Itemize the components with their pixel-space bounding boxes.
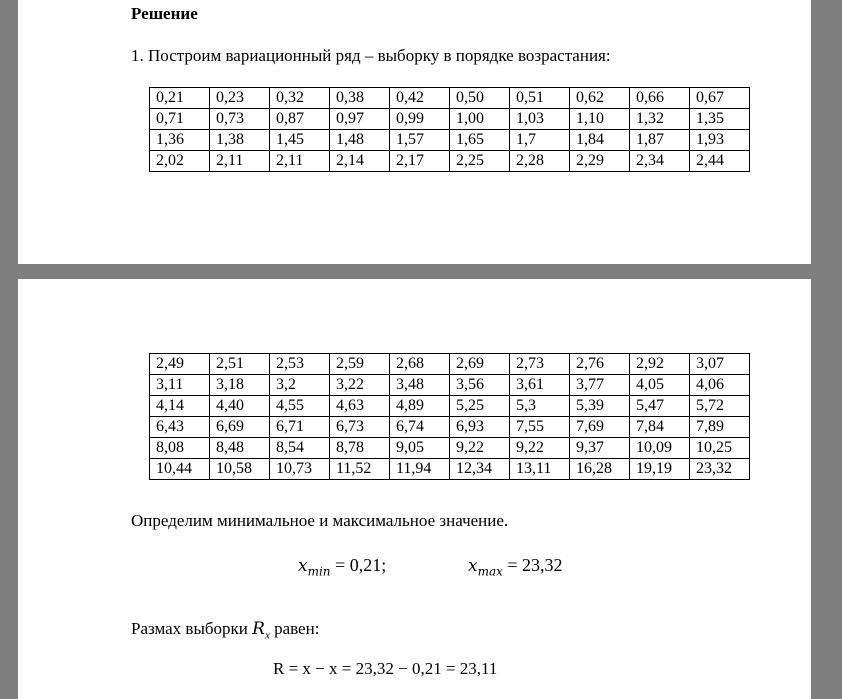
table-cell: 2,69: [450, 354, 510, 375]
table-cell: 4,14: [150, 396, 210, 417]
table-cell: 2,25: [450, 151, 510, 172]
table-cell: 2,73: [510, 354, 570, 375]
table-cell: 7,84: [630, 417, 690, 438]
table-row: [150, 109, 750, 130]
table-cell: 2,44: [690, 151, 750, 172]
table-cell: 9,22: [450, 438, 510, 459]
table-cell: 1,32: [630, 109, 690, 130]
range-formula-partial: R = x − x = 23,32 − 0,21 = 23,11: [273, 659, 498, 678]
table-cell: 2,14: [330, 151, 390, 172]
table-cell: 2,49: [150, 354, 210, 375]
document-page-2: [18, 279, 811, 699]
table-cell: 1,03: [510, 109, 570, 130]
table-cell: 11,94: [390, 459, 450, 480]
table-cell: 5,47: [630, 396, 690, 417]
table-cell: 1,84: [570, 130, 630, 151]
table-cell: 4,05: [630, 375, 690, 396]
table-cell: 1,45: [270, 130, 330, 151]
table-cell: 0,51: [510, 88, 570, 109]
document-page-1: [18, 0, 811, 264]
x-max-var: x: [468, 556, 478, 576]
table-cell: 1,38: [210, 130, 270, 151]
x-min-value: = 0,21;: [330, 555, 387, 575]
minmax-paragraph: Определим минимальное и максимальное значение.: [131, 511, 509, 530]
table-row: [150, 417, 750, 438]
table-cell: 10,25: [690, 438, 750, 459]
x-min-sub: min: [307, 564, 331, 579]
x-min-var: x: [298, 556, 308, 576]
table-cell: 4,40: [210, 396, 270, 417]
range-sub: x: [264, 629, 270, 642]
solution-heading: Решение: [131, 4, 198, 23]
table-cell: 0,50: [450, 88, 510, 109]
table-cell: 4,06: [690, 375, 750, 396]
table-cell: 3,77: [570, 375, 630, 396]
table-cell: 6,74: [390, 417, 450, 438]
table-cell: 2,59: [330, 354, 390, 375]
table-cell: 6,71: [270, 417, 330, 438]
table-row: [150, 459, 750, 480]
table-cell: 1,48: [330, 130, 390, 151]
table-cell: 1,00: [450, 109, 510, 130]
table-cell: 2,02: [150, 151, 210, 172]
table-cell: 9,05: [390, 438, 450, 459]
table-cell: 10,09: [630, 438, 690, 459]
table-cell: 5,3: [510, 396, 570, 417]
range-var: R: [252, 619, 265, 639]
table-row: [150, 88, 750, 109]
table-cell: 8,54: [270, 438, 330, 459]
table-cell: 3,11: [150, 375, 210, 396]
variation-series-table-part1: [149, 87, 750, 172]
table-cell: 3,2: [270, 375, 330, 396]
table-cell: 2,29: [570, 151, 630, 172]
table-cell: 3,61: [510, 375, 570, 396]
table-cell: 4,55: [270, 396, 330, 417]
table-cell: 13,11: [510, 459, 570, 480]
table-cell: 1,65: [450, 130, 510, 151]
x-min-formula: [298, 555, 386, 579]
table-cell: 1,93: [690, 130, 750, 151]
table-cell: 2,53: [270, 354, 330, 375]
table-cell: 4,89: [390, 396, 450, 417]
table-cell: 8,78: [330, 438, 390, 459]
table-cell: 0,66: [630, 88, 690, 109]
table-cell: 1,7: [510, 130, 570, 151]
table-cell: 1,57: [390, 130, 450, 151]
table-cell: 2,17: [390, 151, 450, 172]
table-cell: 2,51: [210, 354, 270, 375]
step1-paragraph: 1. Построим вариационный ряд – выборку в порядке возрастания:: [131, 46, 611, 65]
table-cell: 0,87: [270, 109, 330, 130]
table-row: [150, 438, 750, 459]
table-cell: 0,71: [150, 109, 210, 130]
table-row: [150, 130, 750, 151]
table-cell: 3,22: [330, 375, 390, 396]
table-cell: 5,25: [450, 396, 510, 417]
x-max-value: = 23,32: [502, 555, 563, 575]
table-cell: 9,37: [570, 438, 630, 459]
table-cell: 10,44: [150, 459, 210, 480]
table-cell: 6,43: [150, 417, 210, 438]
table-cell: 2,11: [270, 151, 330, 172]
table-cell: 3,48: [390, 375, 450, 396]
table-cell: 7,69: [570, 417, 630, 438]
range-paragraph: [131, 619, 319, 641]
table-cell: 5,39: [570, 396, 630, 417]
table-cell: 0,23: [210, 88, 270, 109]
table-cell: 4,63: [330, 396, 390, 417]
table-cell: 5,72: [690, 396, 750, 417]
table-cell: 1,87: [630, 130, 690, 151]
table-cell: 2,76: [570, 354, 630, 375]
table-row: [150, 396, 750, 417]
table-cell: 10,73: [270, 459, 330, 480]
table-cell: 2,11: [210, 151, 270, 172]
table-cell: 2,92: [630, 354, 690, 375]
table-cell: 3,18: [210, 375, 270, 396]
table-cell: 2,34: [630, 151, 690, 172]
table-row: [150, 375, 750, 396]
table-cell: 1,35: [690, 109, 750, 130]
table-cell: 0,62: [570, 88, 630, 109]
table-cell: 19,19: [630, 459, 690, 480]
table-cell: 0,99: [390, 109, 450, 130]
table-cell: 3,56: [450, 375, 510, 396]
table-cell: 2,28: [510, 151, 570, 172]
variation-series-table-part2: [149, 353, 750, 480]
table-cell: 8,08: [150, 438, 210, 459]
table-cell: 23,32: [690, 459, 750, 480]
x-max-formula: [468, 555, 563, 579]
table-cell: 0,67: [690, 88, 750, 109]
table-cell: 0,97: [330, 109, 390, 130]
table-cell: 0,32: [270, 88, 330, 109]
table-row: [150, 151, 750, 172]
range-prefix: Размах выборки: [131, 619, 253, 638]
table-cell: 6,93: [450, 417, 510, 438]
table-cell: 7,89: [690, 417, 750, 438]
table-cell: 8,48: [210, 438, 270, 459]
table-cell: 0,21: [150, 88, 210, 109]
table-cell: 12,34: [450, 459, 510, 480]
range-suffix: равен:: [269, 619, 320, 638]
table-cell: 6,73: [330, 417, 390, 438]
table-row: [150, 354, 750, 375]
table-cell: 0,38: [330, 88, 390, 109]
table-cell: 1,36: [150, 130, 210, 151]
table-cell: 2,68: [390, 354, 450, 375]
table-cell: 10,58: [210, 459, 270, 480]
table-cell: 7,55: [510, 417, 570, 438]
table-cell: 16,28: [570, 459, 630, 480]
table-cell: 9,22: [510, 438, 570, 459]
table-cell: 1,10: [570, 109, 630, 130]
table-cell: 11,52: [330, 459, 390, 480]
table-cell: 3,07: [690, 354, 750, 375]
table-cell: 0,73: [210, 109, 270, 130]
table-cell: 0,42: [390, 88, 450, 109]
table-cell: 6,69: [210, 417, 270, 438]
x-max-sub: max: [477, 564, 503, 579]
